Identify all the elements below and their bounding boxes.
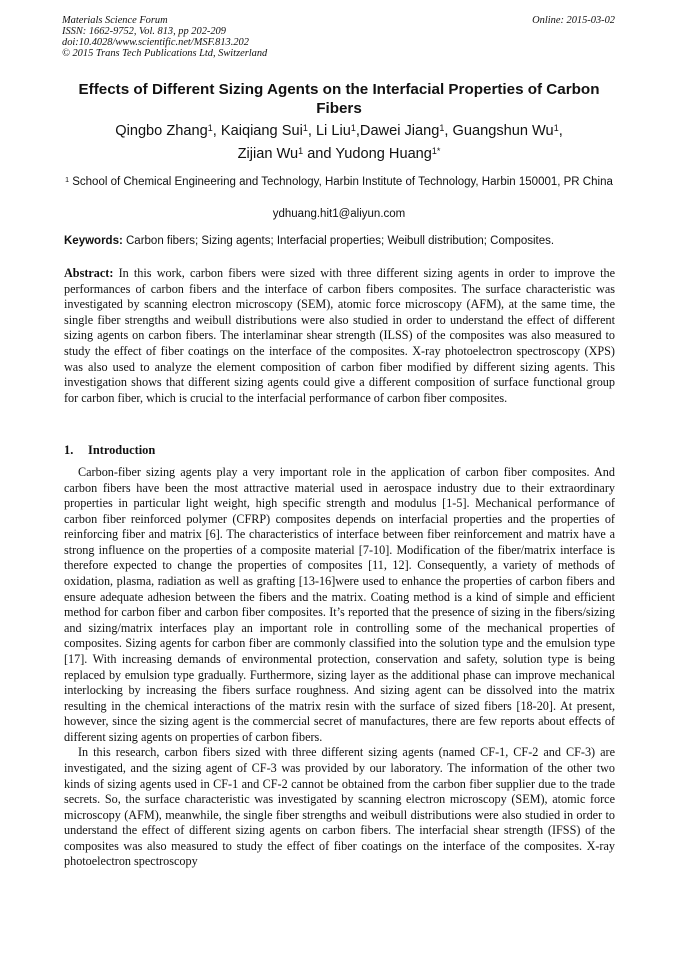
author bbox=[115, 123, 221, 139]
author-affiliation-marker: 1 bbox=[350, 123, 356, 133]
section-body bbox=[64, 465, 615, 870]
body-paragraph: Carbon-fiber sizing agents play a very important role in the application of carbon fiber composites. And carbon fibers have been the most attractive material used in aerospace industry due to their extraordinary properties in particular light weight, high specific strength and modulus [1-5]. Mechanical performance of carbon fiber reinforced polymer (CFRP) composites depends on interfacial properties and the properties of reinforcing fiber and matrix [6]. The characteristics of interface between fiber reinforcement and matrix have a strong influence on the properties of a composite material [7-10]. Modification of the fiber/matrix interface is therefore expected to change the properties of composites [11, 12]. Consequently, a variety of methods of oxidation, plasma, radiation as well as grafting [13-16]were used to enhance the properties of carbon fibers and ensure adequate adhesion between the fibers and the matrix. Coating method is a kind of simple and efficient method for carbon fiber and carbon fiber composites. It’s reported that the presence of sizing in the fibers/sizing and sizing/matrix interfaces play an important role in controlling some of the mechanical properties of composites. Sizing agents for carbon fiber are commonly classified into the solution type and the emulsion type [17]. With increasing demands of environmental protection, conservation and safety, solution type is being replaced by emulsion type gradually. Furthermore, sizing layer as the additional phase can improve mechanical interlocking by increasing the fibers surface roughness. And sizing agent can be dissolved into the matrix resulting in the chemical interactions of the matrix resin with the surface of sized fibers [18-20]. At present, however, since the sizing agent is the commercial secret of manufactures, there are few reports about effects of different sizing agents on properties of carbon fibers. bbox=[64, 465, 615, 744]
affiliation-marker: 1 bbox=[65, 177, 70, 184]
section-number: 1. bbox=[64, 443, 74, 457]
corresponding-email: ydhuang.hit1@aliyun.com bbox=[272, 208, 406, 220]
paper-title: Effects of Different Sizing Agents on the Interfacial Properties of Carbon Fibers bbox=[78, 81, 600, 117]
author bbox=[316, 123, 360, 139]
author-list bbox=[58, 120, 620, 166]
journal-copyright: © 2015 Trans Tech Publications Ltd, Switzerland bbox=[62, 48, 268, 59]
author-name: Qingbo Zhang bbox=[115, 123, 208, 139]
author-separator: , bbox=[355, 123, 360, 139]
author bbox=[453, 123, 563, 139]
author bbox=[360, 123, 453, 139]
author bbox=[335, 146, 440, 162]
author-affiliation-marker: 1* bbox=[431, 146, 441, 156]
keywords bbox=[64, 234, 620, 249]
author-name: Zijian Wu bbox=[237, 146, 299, 162]
author-separator: and bbox=[303, 146, 336, 162]
journal-name: Materials Science Forum bbox=[62, 15, 168, 26]
abstract-label: Abstract: bbox=[64, 266, 114, 280]
author-affiliation-marker: 1 bbox=[207, 123, 213, 133]
author-separator: , bbox=[212, 123, 221, 139]
keywords-label: Keywords: bbox=[64, 235, 123, 247]
author-name: Guangshun Wu bbox=[452, 123, 554, 139]
author-name: Yudong Huang bbox=[335, 146, 432, 162]
section-heading bbox=[64, 443, 155, 458]
journal-doi: doi:10.4028/www.scientific.net/MSF.813.202 bbox=[62, 37, 249, 48]
affiliation bbox=[58, 175, 620, 190]
abstract-text: In this work, carbon fibers were sized with three different sizing agents in order to improve the performances of carbon fibers and the interface of carbon fibers composites. The surface characteristic was investigated by scanning electron microscopy (SEM), atomic force microscopy (AFM), at the same time, the single fiber strengths and weibull distributions were also studied in order to understand the effect of different sizing agents on carbon fibers. The interlaminar shear strength (ILSS) of the composites was also measured to study the effect of fiber coatings on the interface of the composites. X-ray photoelectron spectroscopy (XPS) was also used to analyze the element composition of carbon fiber modified by different sizing agents. This investigation shows that different sizing agents could give a different composition of surface functional group for carbon fiber, which is crucial to the interfacial performance of carbon fiber composites. bbox=[64, 266, 615, 405]
author-separator: , bbox=[444, 123, 453, 139]
author-affiliation-marker: 1 bbox=[439, 123, 445, 133]
author-affiliation-marker: 1 bbox=[302, 123, 308, 133]
author-affiliation-marker: 1 bbox=[553, 123, 559, 133]
journal-issn: ISSN: 1662-9752, Vol. 813, pp 202-209 bbox=[62, 26, 226, 37]
journal-header bbox=[62, 15, 422, 59]
author-separator: , bbox=[558, 123, 563, 139]
keywords-text: Carbon fibers; Sizing agents; Interfacial properties; Weibull distribution; Composites. bbox=[126, 235, 555, 247]
author-name: Dawei Jiang bbox=[359, 123, 440, 139]
author bbox=[221, 123, 316, 139]
abstract bbox=[64, 266, 615, 406]
author-affiliation-marker: 1 bbox=[298, 146, 304, 156]
body-paragraph: In this research, carbon fibers sized with three different sizing agents (named CF-1, CF-2 and CF-3) are investigated, and the sizing agent of CF-3 was provided by our laboratory. The information of the other two kinds of sizing agents used in CF-1 and CF-2 cannot be obtained from the carbon fiber supplier due to the trade secrets. So, the surface characteristic was investigated by scanning electron microscopy (SEM), atomic force microscopy (AFM), meanwhile, the single fiber strengths and weibull distributions were also studied in order to understand the effect of different sizing agents on carbon fibers. The interfacial shear strength (IFSS) of the composites was also measured to study the effect of fiber coatings on the interface of the composites. X-ray photoelectron spectroscopy bbox=[64, 745, 615, 869]
author-name: Kaiqiang Sui bbox=[220, 123, 303, 139]
author-separator: , bbox=[307, 123, 316, 139]
online-date: Online: 2015-03-02 bbox=[532, 15, 615, 26]
author bbox=[238, 146, 336, 162]
author-name: Li Liu bbox=[315, 123, 351, 139]
affiliation-text: School of Chemical Engineering and Technology, Harbin Institute of Technology, Harbin 150001, PR China bbox=[72, 176, 613, 188]
section-title: Introduction bbox=[88, 443, 156, 457]
